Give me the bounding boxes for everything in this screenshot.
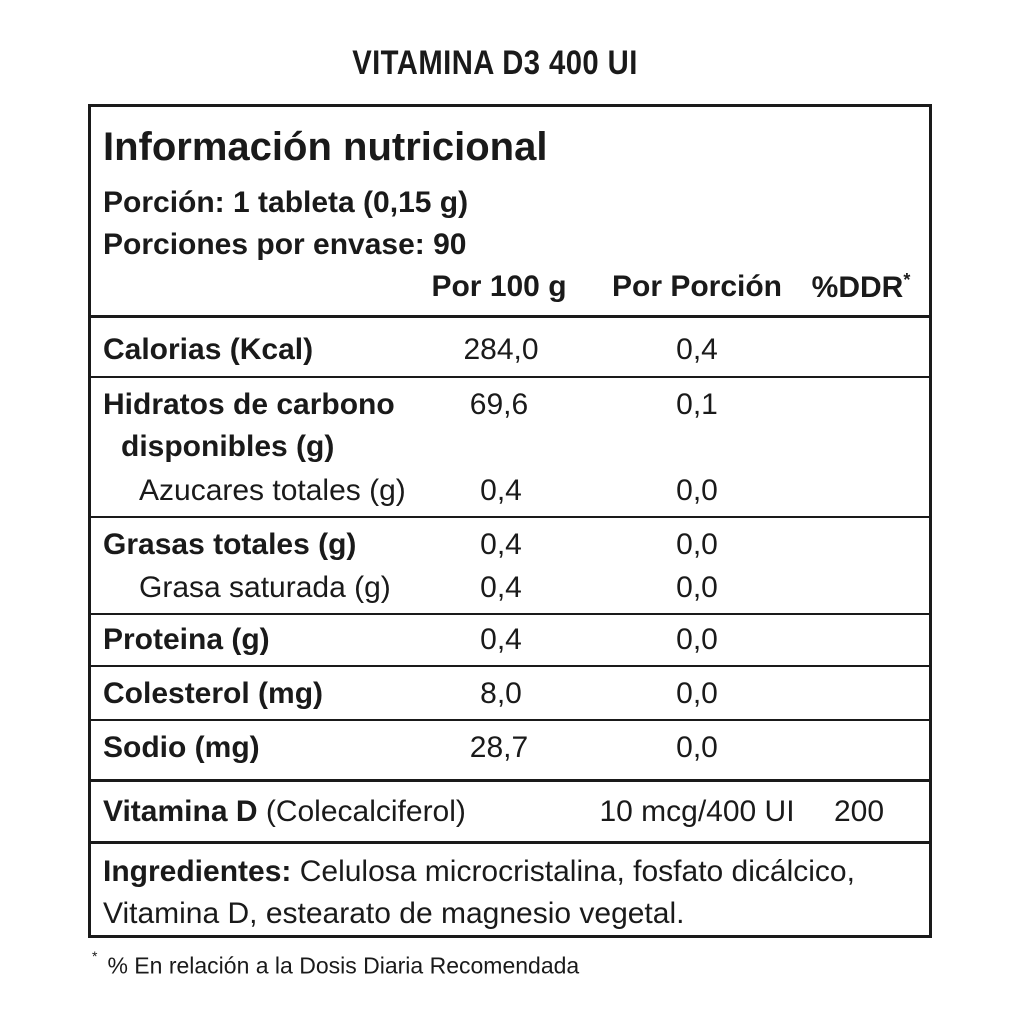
nutrient-label-vitamina-d: Vitamina D (Colecalciferol) — [103, 795, 466, 828]
nutrient-label-hidratos: Hidratos de carbono — [103, 388, 395, 421]
nutrient-value-ddr: 200 — [833, 795, 885, 828]
nutrient-value-per100: 8,0 — [480, 677, 522, 710]
nutrient-value-per100: 0,4 — [480, 528, 522, 561]
portion-size: Porción: 1 tableta (0,15 g) — [103, 186, 469, 219]
nutrient-label-grasas: Grasas totales (g) — [103, 528, 357, 561]
footnote: * % En relación a la Dosis Diaria Recomendada — [92, 948, 580, 979]
divider — [91, 841, 929, 844]
nutrient-value-portion: 0,0 — [676, 731, 718, 764]
column-header-ddr: %DDR* — [811, 270, 911, 304]
column-header-per-100g: Por 100 g — [431, 270, 567, 303]
nutrient-label-calorias: Calorias (Kcal) — [103, 333, 314, 366]
nutrient-value-portion: 0,1 — [676, 388, 718, 421]
nutrient-value-per100: 0,4 — [480, 474, 522, 507]
divider — [91, 516, 929, 518]
nutrition-facts-panel — [88, 104, 932, 938]
nutrient-value-portion: 10 mcg/400 UI — [599, 795, 795, 828]
nutrient-value-portion: 0,0 — [676, 571, 718, 604]
ingredients-text: Ingredientes: Celulosa microcristalina, fosfato dicálcico, Vitamina D, estearato de magnesio vegetal. — [103, 855, 855, 930]
nutrient-value-portion: 0,0 — [676, 623, 718, 656]
nutrient-label-proteina: Proteina (g) — [103, 623, 270, 656]
column-header-per-portion: Por Porción — [611, 270, 783, 303]
nutrient-label-grasa-saturada: Grasa saturada (g) — [139, 571, 391, 604]
nutrient-value-per100: 69,6 — [469, 388, 529, 421]
divider — [91, 665, 929, 667]
divider — [91, 613, 929, 615]
nutrient-label-hidratos-cont: disponibles (g) — [121, 430, 335, 463]
nutrient-value-portion: 0,0 — [676, 528, 718, 561]
nutrient-value-portion: 0,0 — [676, 677, 718, 710]
nutrient-value-per100: 28,7 — [469, 731, 529, 764]
servings-per-container: Porciones por envase: 90 — [103, 228, 467, 261]
nutrient-value-per100: 0,4 — [480, 623, 522, 656]
panel-title: Información nutricional — [103, 125, 548, 169]
nutrient-label-azucares: Azucares totales (g) — [139, 474, 406, 507]
divider — [91, 315, 929, 318]
divider — [91, 376, 929, 378]
divider — [91, 719, 929, 721]
product-title: VITAMINA D3 400 UI — [352, 44, 638, 82]
nutrient-value-portion: 0,4 — [676, 333, 718, 366]
nutrient-label-colesterol: Colesterol (mg) — [103, 677, 324, 710]
nutrient-value-per100: 0,4 — [480, 571, 522, 604]
nutrient-label-sodio: Sodio (mg) — [103, 731, 260, 764]
nutrient-value-portion: 0,0 — [676, 474, 718, 507]
divider — [91, 779, 929, 782]
nutrient-value-per100: 284,0 — [463, 333, 539, 366]
